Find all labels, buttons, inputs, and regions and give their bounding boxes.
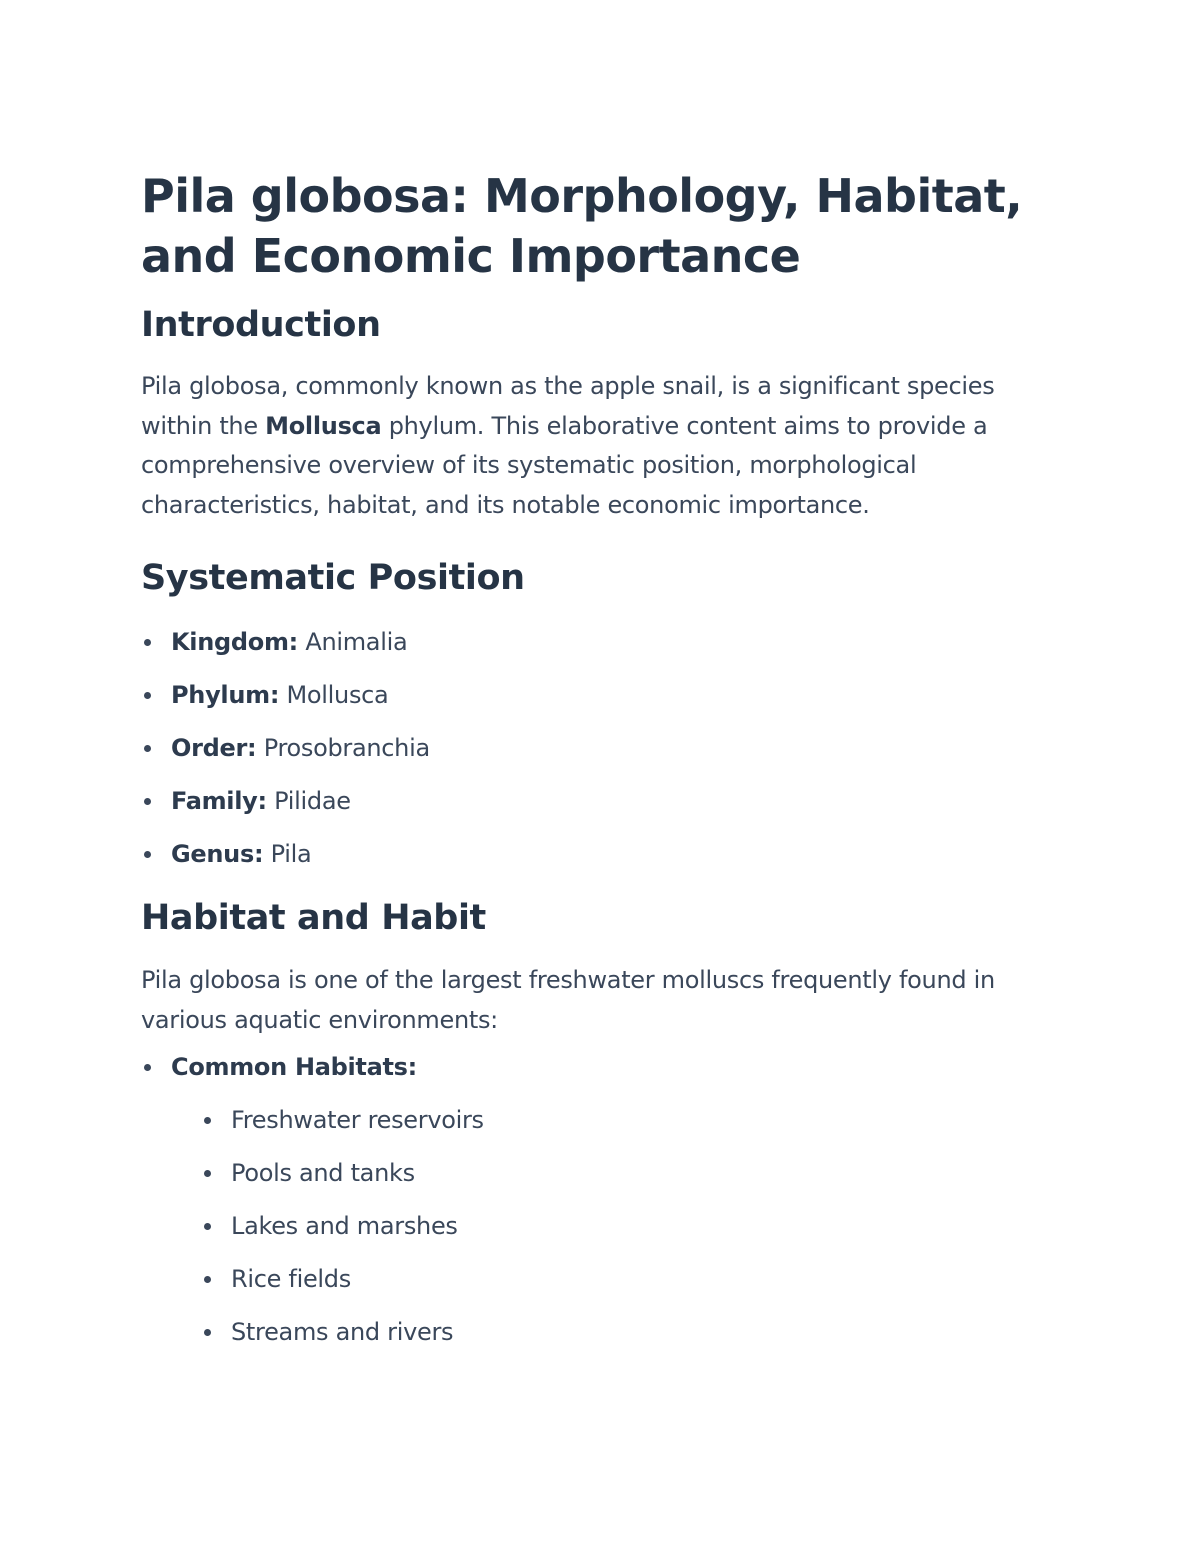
common-habitats-label: Common Habitats	[171, 1053, 408, 1081]
list-item: Genus: Pila	[141, 838, 1061, 870]
habitat-list	[141, 1051, 1061, 1348]
introduction-paragraph	[141, 367, 1061, 525]
introduction-heading: Introduction	[141, 305, 381, 345]
introduction-text-start: Pila globosa, commonly known as the apple snail, is a significant species within the	[141, 372, 995, 440]
list-item: Streams and rivers	[201, 1316, 1061, 1348]
list-item: Phylum: Mollusca	[141, 679, 1061, 711]
list-item: Lakes and marshes	[201, 1210, 1061, 1242]
habitat-paragraph: Pila globosa is one of the largest freshwater molluscs frequently found in various aquatic environments:	[141, 966, 995, 1034]
taxon-value: Animalia	[305, 628, 408, 656]
list-item: Common Habitats: Freshwater reservoirs Pools and tanks Lakes and marshes Rice fields Streams and rivers	[141, 1051, 1061, 1348]
list-item: Rice fields	[201, 1263, 1061, 1295]
taxon-value: Pila	[270, 840, 312, 868]
taxon-label: Kingdom	[171, 628, 289, 656]
habitat-sublist	[171, 1104, 1061, 1348]
list-item: Kingdom: Animalia	[141, 626, 1061, 658]
taxon-label: Genus	[171, 840, 254, 868]
document-content	[141, 166, 1061, 1348]
taxon-label: Phylum	[171, 681, 270, 709]
list-item: Family: Pilidae	[141, 785, 1061, 817]
habitat-heading: Habitat and Habit	[141, 898, 486, 938]
list-item: Order: Prosobranchia	[141, 732, 1061, 764]
list-item: Pools and tanks	[201, 1157, 1061, 1189]
introduction-text-end: phylum. This elaborative content aims to provide a comprehensive overview of its systematic position, morphological characteristics, habitat, and its notable economic importance.	[141, 411, 988, 519]
taxon-value: Pilidae	[274, 787, 351, 815]
introduction-bold-term: Mollusca	[265, 411, 382, 440]
list-item: Freshwater reservoirs	[201, 1104, 1061, 1136]
taxon-value: Prosobranchia	[263, 734, 430, 762]
document-title: Pila globosa: Morphology, Habitat, and Economic Importance	[141, 169, 1023, 283]
systematic-position-list	[141, 626, 1061, 870]
systematic-position-heading: Systematic Position	[141, 558, 525, 598]
taxon-label: Order	[171, 734, 248, 762]
taxon-value: Mollusca	[286, 681, 389, 709]
taxon-label: Family	[171, 787, 258, 815]
